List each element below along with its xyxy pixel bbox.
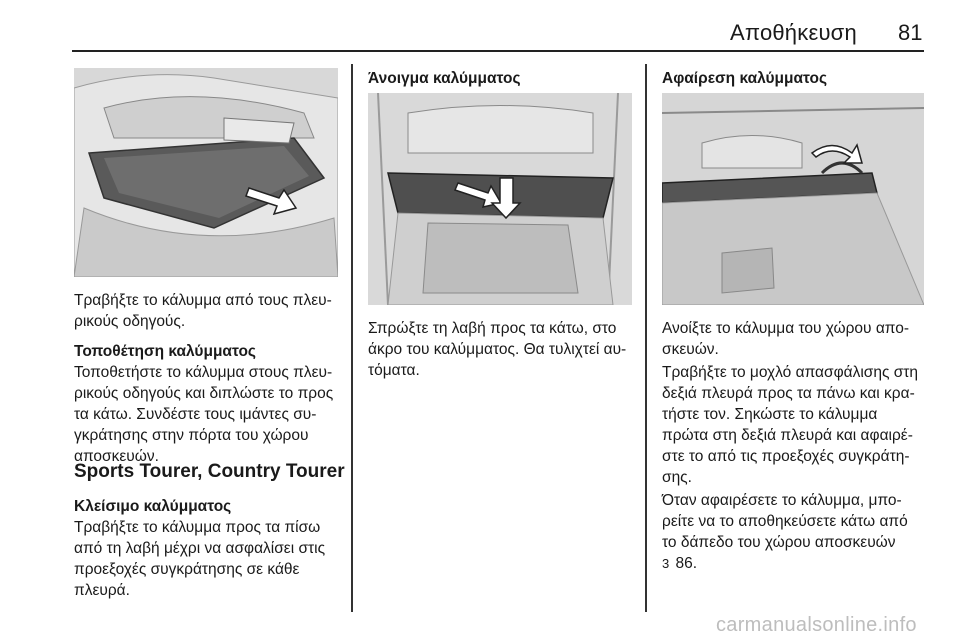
section-title-open: Άνοιγμα καλύμματος <box>368 70 521 87</box>
section-title-install: Τοποθέτηση καλύμματος <box>74 343 256 360</box>
section-text-open: Σπρώξτε τη λαβή προς τα κάτω, στο άκρο του καλύμματος. Θα τυλιχτεί αυ- τόματα. <box>368 320 627 379</box>
page-title: Αποθήκευση <box>730 20 857 45</box>
watermark: carmanualsonline.info <box>716 614 917 636</box>
section-text-remove-1: Ανοίξτε το κάλυμμα του χώρου απο- σκευών. <box>662 320 910 358</box>
column-divider <box>351 64 353 612</box>
figure-cover-remove <box>662 93 924 305</box>
section-text-install: Τοποθετήστε το κάλυμμα στους πλευ- ρικούς οδηγούς και διπλώστε το προς τα κάτω. Συνδέστε τους ιμάντες συ- γκράτησης στην πόρτα του χώρου αποσκευών. <box>74 364 334 465</box>
heading-sports-tourer: Sports Tourer, Country Tourer <box>74 461 345 482</box>
figure-cover-open <box>368 93 632 305</box>
page-number: 81 <box>898 20 923 45</box>
page-reference[interactable] <box>662 553 932 574</box>
reference-page: 86. <box>675 555 698 572</box>
section-text-remove-2: Τραβήξτε το μοχλό απασφάλισης στη δεξιά πλευρά προς τα πάνω και κρα- τήστε τον. Σηκώστε το κάλυμμα πρώτα στη δεξιά πλευρά και αφαιρέ- στε το από τις προεξοχές συγκράτη- σης. <box>662 364 919 486</box>
figure-cover-removal <box>74 68 338 277</box>
header-rule <box>72 50 924 52</box>
reference-arrow-icon: 3 <box>662 556 670 571</box>
section-text-remove-3: Όταν αφαιρέσετε το κάλυμμα, μπο- ρείτε να το αποθηκεύσετε κάτω από το δάπεδο του χώρου αποσκευών <box>662 492 908 551</box>
section-title-remove: Αφαίρεση καλύμματος <box>662 70 828 87</box>
section-title-close: Κλείσιμο καλύμματος <box>74 498 232 515</box>
column-divider <box>645 64 647 612</box>
caption-col1: Τραβήξτε το κάλυμμα από τους πλευ- ρικούς οδηγούς. <box>74 292 332 330</box>
section-text-close: Τραβήξτε το κάλυμμα προς τα πίσω από τη λαβή μέχρι να ασφαλίσει στις προεξοχές συγκράτησης σε κάθε πλευρά. <box>74 519 326 599</box>
